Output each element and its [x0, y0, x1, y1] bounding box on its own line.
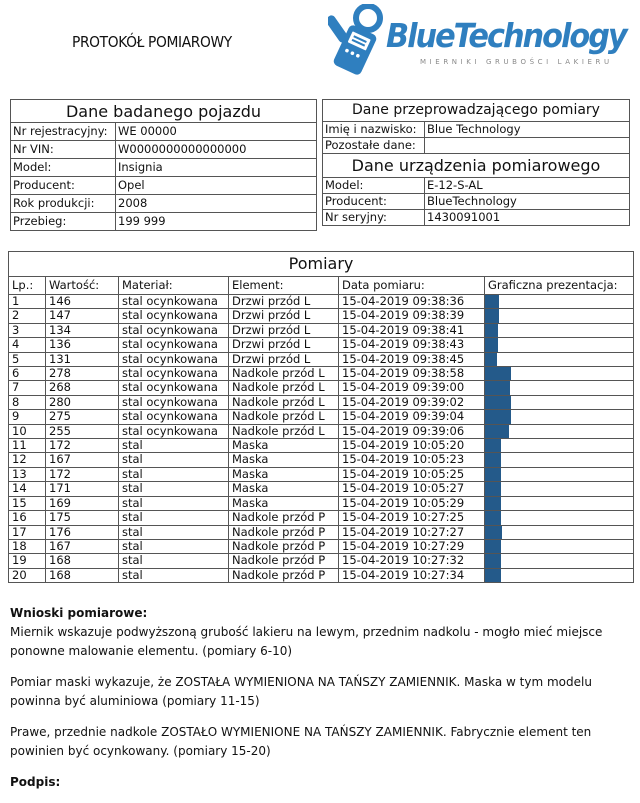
- row-value: 131: [46, 352, 119, 366]
- field-value: BlueTechnology: [425, 194, 630, 210]
- row-value: 255: [46, 424, 119, 438]
- row-material: stal: [119, 568, 229, 582]
- row-date: 15-04-2019 10:27:34: [339, 568, 485, 582]
- row-graph: [485, 338, 634, 352]
- row-date: 15-04-2019 09:39:04: [339, 410, 485, 424]
- row-lp: 7: [9, 381, 46, 395]
- row-date: 15-04-2019 09:38:43: [339, 338, 485, 352]
- row-lp: 16: [9, 511, 46, 525]
- vehicle-field-row: [11, 141, 317, 159]
- row-graph: [485, 511, 634, 525]
- operator-field-row: [323, 138, 630, 154]
- row-date: 15-04-2019 10:05:27: [339, 482, 485, 496]
- row-date: 15-04-2019 09:39:06: [339, 424, 485, 438]
- table-row: [9, 309, 634, 323]
- row-element: Drzwi przód L: [229, 338, 339, 352]
- field-label: Producent:: [323, 194, 425, 210]
- table-row: [9, 410, 634, 424]
- row-lp: 18: [9, 539, 46, 553]
- row-element: Maska: [229, 496, 339, 510]
- row-element: Nadkole przód L: [229, 424, 339, 438]
- row-lp: 14: [9, 482, 46, 496]
- row-lp: 10: [9, 424, 46, 438]
- row-material: stal: [119, 453, 229, 467]
- column-header-date: Data pomiaru:: [339, 277, 485, 295]
- row-lp: 12: [9, 453, 46, 467]
- row-material: stal ocynkowana: [119, 295, 229, 309]
- row-element: Nadkole przód L: [229, 381, 339, 395]
- row-graph: [485, 568, 634, 582]
- conclusion-paragraph: Pomiar maski wykazuje, że ZOSTAŁA WYMIENIONA NA TAŃSZY ZAMIENNIK. Maska w tym modelu powinna być aluminiowa (pomiary 11-15): [10, 675, 592, 708]
- table-row: [9, 352, 634, 366]
- row-element: Nadkole przód P: [229, 554, 339, 568]
- row-lp: 20: [9, 568, 46, 582]
- row-date: 15-04-2019 10:27:25: [339, 511, 485, 525]
- conclusion-paragraph: Miernik wskazuje podwyższoną grubość lakieru na lewym, przednim nadkolu - mogło mieć miejsce ponowne malowanie elementu. (pomiary 6-10): [10, 625, 603, 658]
- row-element: Drzwi przód L: [229, 352, 339, 366]
- field-value: WE 00000: [116, 123, 317, 141]
- device-field-row: [323, 194, 630, 210]
- row-lp: 3: [9, 323, 46, 337]
- value-bar: [485, 309, 499, 322]
- row-graph: [485, 453, 634, 467]
- field-value: 1430091001: [425, 210, 630, 226]
- brand-name: BlueTechnology: [386, 16, 626, 55]
- column-header-element: Element:: [229, 277, 339, 295]
- table-row: [9, 381, 634, 395]
- table-header-row: [9, 277, 634, 295]
- table-row: [9, 367, 634, 381]
- field-label: Przebieg:: [11, 213, 116, 231]
- row-graph: [485, 352, 634, 366]
- row-date: 15-04-2019 10:27:32: [339, 554, 485, 568]
- field-label: Rok produkcji:: [11, 195, 116, 213]
- value-bar: [485, 367, 511, 380]
- row-lp: 1: [9, 295, 46, 309]
- row-date: 15-04-2019 10:05:23: [339, 453, 485, 467]
- row-element: Maska: [229, 467, 339, 481]
- row-graph: [485, 309, 634, 323]
- row-date: 15-04-2019 09:38:41: [339, 323, 485, 337]
- row-lp: 15: [9, 496, 46, 510]
- row-material: stal: [119, 511, 229, 525]
- row-material: stal ocynkowana: [119, 323, 229, 337]
- value-bar: [485, 425, 509, 438]
- row-lp: 4: [9, 338, 46, 352]
- row-value: 268: [46, 381, 119, 395]
- row-material: stal: [119, 482, 229, 496]
- table-row: [9, 295, 634, 309]
- table-row: [9, 568, 634, 582]
- field-value: Opel: [116, 177, 317, 195]
- row-date: 15-04-2019 10:27:29: [339, 539, 485, 553]
- table-row: [9, 467, 634, 481]
- row-date: 15-04-2019 10:27:27: [339, 525, 485, 539]
- row-element: Nadkole przód L: [229, 410, 339, 424]
- row-material: stal ocynkowana: [119, 309, 229, 323]
- vehicle-field-row: [11, 177, 317, 195]
- column-header-material: Materiał:: [119, 277, 229, 295]
- value-bar: [485, 295, 499, 308]
- row-date: 15-04-2019 09:38:45: [339, 352, 485, 366]
- field-label: Nr rejestracyjny:: [11, 123, 116, 141]
- measurements-title: Pomiary: [9, 252, 634, 277]
- device-field-row: [323, 210, 630, 226]
- vehicle-data-table: [10, 99, 317, 231]
- conclusions-section: [10, 604, 630, 792]
- field-label: Model:: [11, 159, 116, 177]
- row-element: Drzwi przód L: [229, 309, 339, 323]
- table-row: [9, 482, 634, 496]
- row-graph: [485, 395, 634, 409]
- row-graph: [485, 323, 634, 337]
- value-bar: [485, 453, 501, 466]
- field-label: Pozostałe dane:: [323, 138, 425, 154]
- conclusion-paragraph: Prawe, przednie nadkole ZOSTAŁO WYMIENIONE NA TAŃSZY ZAMIENNIK. Fabrycznie element ten powinien być ocynkowany. (pomiary 15-20): [10, 725, 592, 758]
- table-row: [9, 554, 634, 568]
- row-value: 168: [46, 568, 119, 582]
- row-date: 15-04-2019 10:05:29: [339, 496, 485, 510]
- column-header-graph: Graficzna prezentacja:: [485, 277, 634, 295]
- row-graph: [485, 467, 634, 481]
- row-value: 172: [46, 439, 119, 453]
- field-value: Insignia: [116, 159, 317, 177]
- field-label: Nr seryjny:: [323, 210, 425, 226]
- row-graph: [485, 539, 634, 553]
- row-lp: 5: [9, 352, 46, 366]
- row-value: 275: [46, 410, 119, 424]
- field-value: 2008: [116, 195, 317, 213]
- row-material: stal: [119, 467, 229, 481]
- row-element: Nadkole przód L: [229, 367, 339, 381]
- row-date: 15-04-2019 09:38:39: [339, 309, 485, 323]
- row-material: stal: [119, 525, 229, 539]
- row-value: 278: [46, 367, 119, 381]
- row-lp: 17: [9, 525, 46, 539]
- table-row: [9, 338, 634, 352]
- row-element: Maska: [229, 482, 339, 496]
- device-field-row: [323, 178, 630, 194]
- row-value: 147: [46, 309, 119, 323]
- row-graph: [485, 482, 634, 496]
- field-value: E-12-S-AL: [425, 178, 630, 194]
- table-row: [9, 453, 634, 467]
- row-element: Nadkole przód P: [229, 511, 339, 525]
- measurements-table: [8, 251, 634, 583]
- row-lp: 13: [9, 467, 46, 481]
- row-date: 15-04-2019 09:39:02: [339, 395, 485, 409]
- field-label: Model:: [323, 178, 425, 194]
- operator-data-title: Dane przeprowadzającego pomiary: [323, 100, 630, 122]
- row-material: stal ocynkowana: [119, 381, 229, 395]
- field-value: [425, 138, 630, 154]
- row-value: 172: [46, 467, 119, 481]
- row-lp: 11: [9, 439, 46, 453]
- row-graph: [485, 496, 634, 510]
- row-graph: [485, 525, 634, 539]
- row-material: stal: [119, 496, 229, 510]
- row-material: stal: [119, 539, 229, 553]
- row-lp: 9: [9, 410, 46, 424]
- paint-thickness-gauge-icon: [328, 4, 390, 76]
- row-element: Nadkole przód P: [229, 539, 339, 553]
- brand-logo: [328, 4, 628, 76]
- row-element: Maska: [229, 439, 339, 453]
- table-row: [9, 439, 634, 453]
- brand-tagline: MIERNIKI GRUBOŚCI LAKIERU: [420, 58, 613, 66]
- value-bar: [485, 410, 511, 423]
- row-value: 167: [46, 539, 119, 553]
- row-value: 146: [46, 295, 119, 309]
- value-bar: [485, 569, 501, 582]
- row-graph: [485, 295, 634, 309]
- table-row: [9, 525, 634, 539]
- value-bar: [485, 324, 498, 337]
- row-graph: [485, 554, 634, 568]
- row-material: stal ocynkowana: [119, 367, 229, 381]
- table-row: [9, 539, 634, 553]
- document-title: PROTOKÓŁ POMIAROWY: [72, 33, 232, 51]
- vehicle-field-row: [11, 159, 317, 177]
- value-bar: [485, 526, 502, 539]
- row-graph: [485, 424, 634, 438]
- row-element: Drzwi przód L: [229, 323, 339, 337]
- vehicle-field-row: [11, 213, 317, 231]
- conclusions-heading: Wnioski pomiarowe:: [10, 606, 148, 620]
- value-bar: [485, 511, 501, 524]
- row-value: 169: [46, 496, 119, 510]
- vehicle-field-row: [11, 195, 317, 213]
- table-row: [9, 511, 634, 525]
- table-row: [9, 424, 634, 438]
- row-material: stal: [119, 554, 229, 568]
- table-row: [9, 323, 634, 337]
- row-value: 175: [46, 511, 119, 525]
- row-date: 15-04-2019 09:39:00: [339, 381, 485, 395]
- value-bar: [485, 497, 501, 510]
- row-element: Nadkole przód P: [229, 568, 339, 582]
- field-value: Blue Technology: [425, 122, 630, 138]
- column-header-lp: Lp.:: [9, 277, 46, 295]
- column-header-value: Wartość:: [46, 277, 119, 295]
- row-element: Maska: [229, 453, 339, 467]
- device-data-title: Dane urządzenia pomiarowego: [323, 154, 630, 178]
- value-bar: [485, 554, 501, 567]
- row-date: 15-04-2019 10:05:25: [339, 467, 485, 481]
- row-graph: [485, 381, 634, 395]
- signature-label: Podpis:: [10, 775, 61, 789]
- row-graph: [485, 367, 634, 381]
- row-value: 167: [46, 453, 119, 467]
- row-graph: [485, 410, 634, 424]
- row-value: 134: [46, 323, 119, 337]
- row-material: stal ocynkowana: [119, 424, 229, 438]
- value-bar: [485, 540, 501, 553]
- table-row: [9, 395, 634, 409]
- row-value: 168: [46, 554, 119, 568]
- row-date: 15-04-2019 09:38:36: [339, 295, 485, 309]
- row-date: 15-04-2019 10:05:20: [339, 439, 485, 453]
- row-material: stal ocynkowana: [119, 338, 229, 352]
- row-lp: 19: [9, 554, 46, 568]
- field-label: Imię i nazwisko:: [323, 122, 425, 138]
- value-bar: [485, 482, 501, 495]
- vehicle-data-title: Dane badanego pojazdu: [11, 100, 317, 123]
- row-lp: 2: [9, 309, 46, 323]
- row-value: 176: [46, 525, 119, 539]
- value-bar: [485, 468, 501, 481]
- row-element: Drzwi przód L: [229, 295, 339, 309]
- value-bar: [485, 439, 501, 452]
- row-lp: 6: [9, 367, 46, 381]
- row-material: stal ocynkowana: [119, 395, 229, 409]
- row-material: stal: [119, 439, 229, 453]
- field-value: 199 999: [116, 213, 317, 231]
- row-element: Nadkole przód L: [229, 395, 339, 409]
- field-value: W0000000000000000: [116, 141, 317, 159]
- operator-field-row: [323, 122, 630, 138]
- operator-device-table: [322, 99, 630, 226]
- field-label: Producent:: [11, 177, 116, 195]
- row-value: 171: [46, 482, 119, 496]
- table-row: [9, 496, 634, 510]
- value-bar: [485, 381, 510, 394]
- row-date: 15-04-2019 09:38:58: [339, 367, 485, 381]
- value-bar: [485, 396, 511, 409]
- row-value: 280: [46, 395, 119, 409]
- value-bar: [485, 353, 497, 366]
- row-graph: [485, 439, 634, 453]
- row-material: stal ocynkowana: [119, 352, 229, 366]
- row-value: 136: [46, 338, 119, 352]
- row-element: Nadkole przód P: [229, 525, 339, 539]
- value-bar: [485, 338, 498, 351]
- vehicle-field-row: [11, 123, 317, 141]
- row-lp: 8: [9, 395, 46, 409]
- field-label: Nr VIN:: [11, 141, 116, 159]
- row-material: stal ocynkowana: [119, 410, 229, 424]
